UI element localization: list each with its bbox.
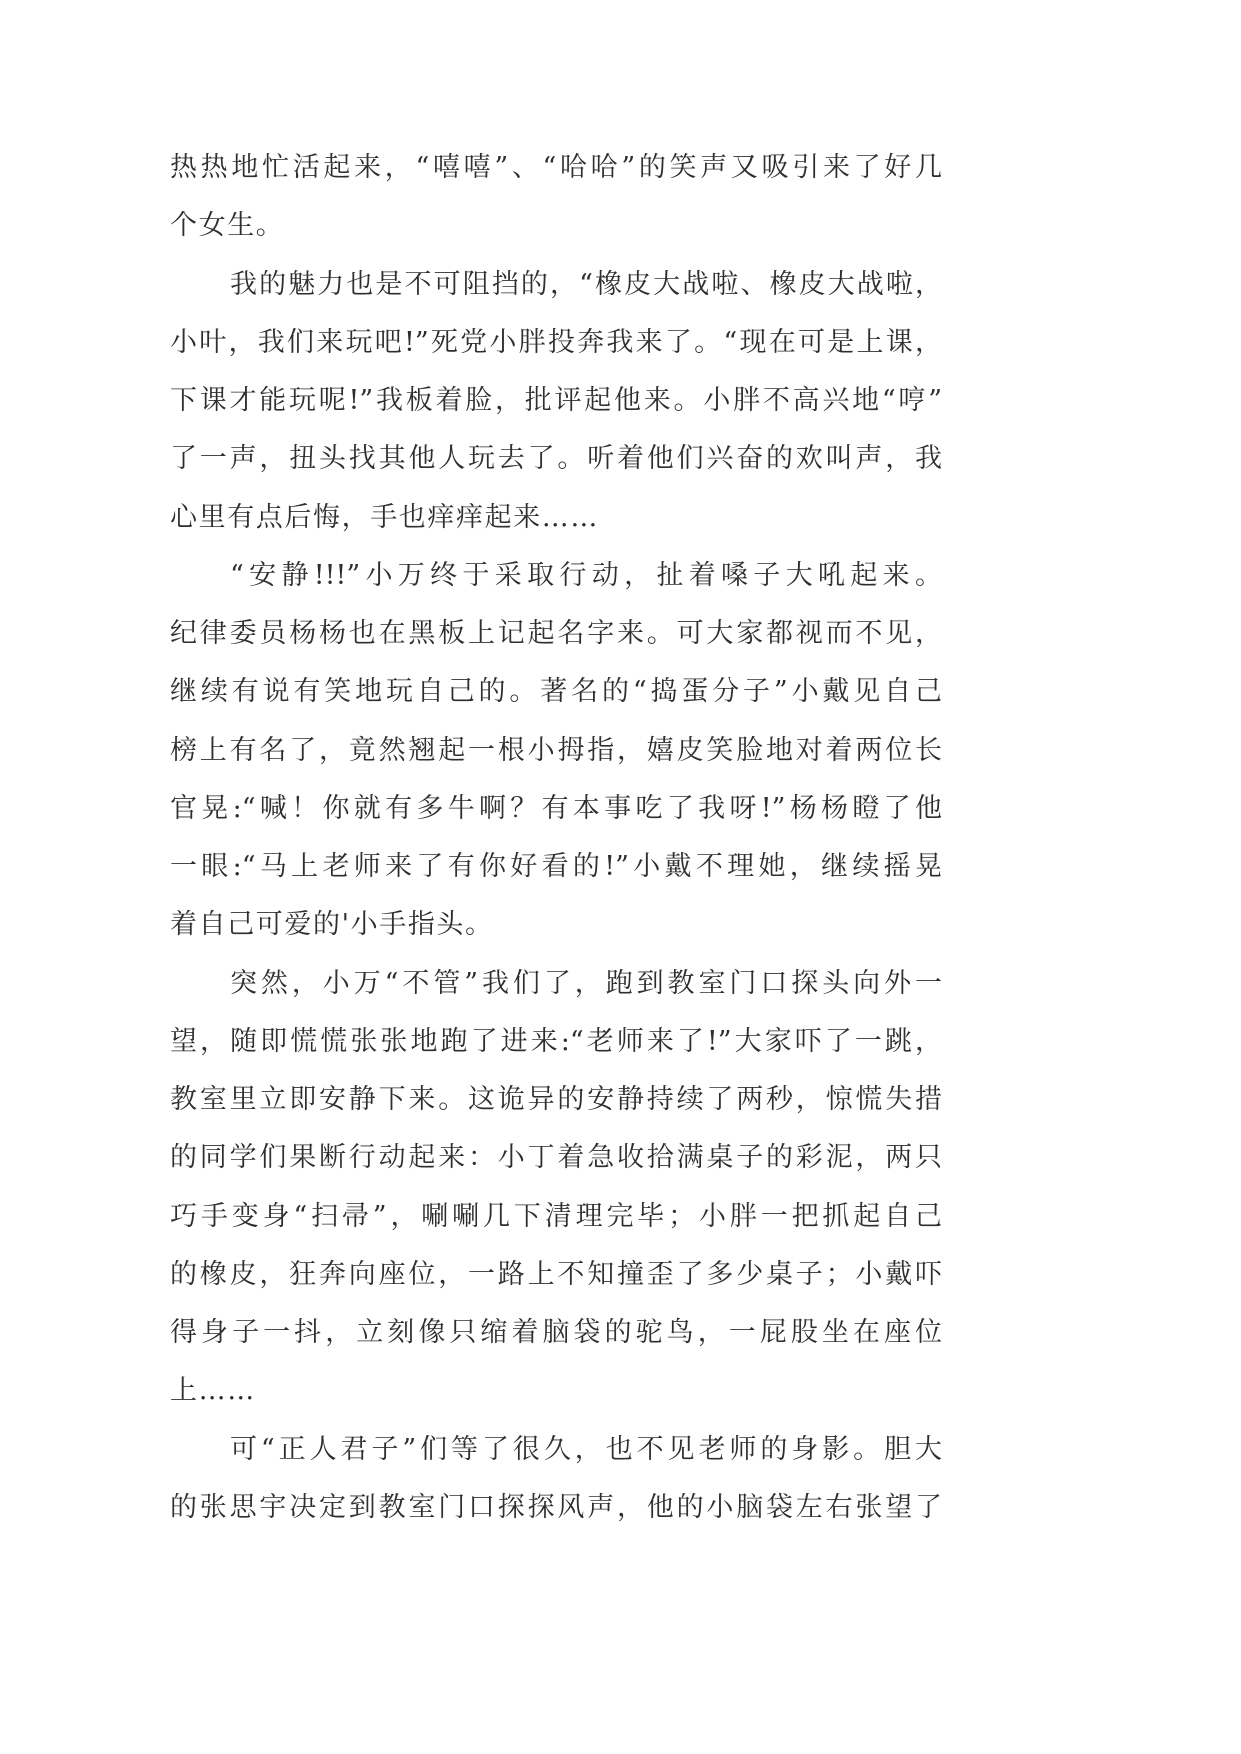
text-line: “安静!!!”小万终于采取行动，扯着嗓子大吼起来。 [230, 559, 942, 591]
text-line: 上…… [170, 1375, 256, 1407]
text-line: 可“正人君子”们等了很久，也不见老师的身影。胆大 [230, 1433, 942, 1465]
paragraph [170, 955, 942, 1421]
text-line: 榜上有名了，竟然翘起一根小拇指，嬉皮笑脸地对着两位长 [170, 734, 942, 766]
document-body [170, 139, 942, 1537]
text-line: 个女生。 [170, 210, 285, 242]
text-line: 的橡皮，狂奔向座位，一路上不知撞歪了多少桌子；小戴吓 [170, 1258, 942, 1290]
paragraph [170, 1421, 942, 1538]
paragraph [170, 547, 942, 955]
text-line: 下课才能玩呢!”我板着脸，批评起他来。小胖不高兴地“哼” [170, 385, 942, 416]
text-line: 了一声，扭头找其他人玩去了。听着他们兴奋的欢叫声，我 [170, 443, 942, 475]
text-line: 望，随即慌慌张张地跑了进来:“老师来了!”大家吓了一跳， [170, 1025, 942, 1057]
text-line: 巧手变身“扫帚”，唰唰几下清理完毕；小胖一把抓起自己 [170, 1200, 942, 1232]
text-line: 着自己可爱的'小手指头。 [170, 909, 494, 941]
paragraph [170, 139, 942, 256]
text-line: 教室里立即安静下来。这诡异的安静持续了两秒，惊慌失措 [170, 1084, 942, 1115]
text-line: 小叶，我们来玩吧!”死党小胖投奔我来了。“现在可是上课， [170, 326, 942, 358]
text-line: 一眼:“马上老师来了有你好看的!”小戴不理她，继续摇晃 [170, 851, 942, 882]
text-line: 热热地忙活起来，“嘻嘻”、“哈哈”的笑声又吸引来了好几 [170, 152, 942, 183]
text-line: 的同学们果断行动起来：小丁着急收拾满桌子的彩泥，两只 [170, 1142, 942, 1174]
text-line: 纪律委员杨杨也在黑板上记起名字来。可大家都视而不见， [170, 618, 942, 649]
text-line: 突然，小万“不管”我们了，跑到教室门口探头向外一 [230, 967, 942, 999]
text-line: 继续有说有笑地玩自己的。著名的“捣蛋分子”小戴见自己 [170, 676, 942, 708]
text-line: 的张思宇决定到教室门口探探风声，他的小脑袋左右张望了 [170, 1491, 942, 1523]
text-line: 官晃:“喊！你就有多牛啊？有本事吃了我呀!”杨杨瞪了他 [170, 792, 942, 824]
text-line: 得身子一抖，立刻像只缩着脑袋的驼鸟，一屁股坐在座位 [170, 1317, 942, 1348]
paragraph [170, 256, 942, 547]
text-line: 我的魅力也是不可阻挡的，“橡皮大战啦、橡皮大战啦， [230, 268, 942, 300]
text-line: 心里有点后悔，手也痒痒起来…… [170, 501, 599, 533]
